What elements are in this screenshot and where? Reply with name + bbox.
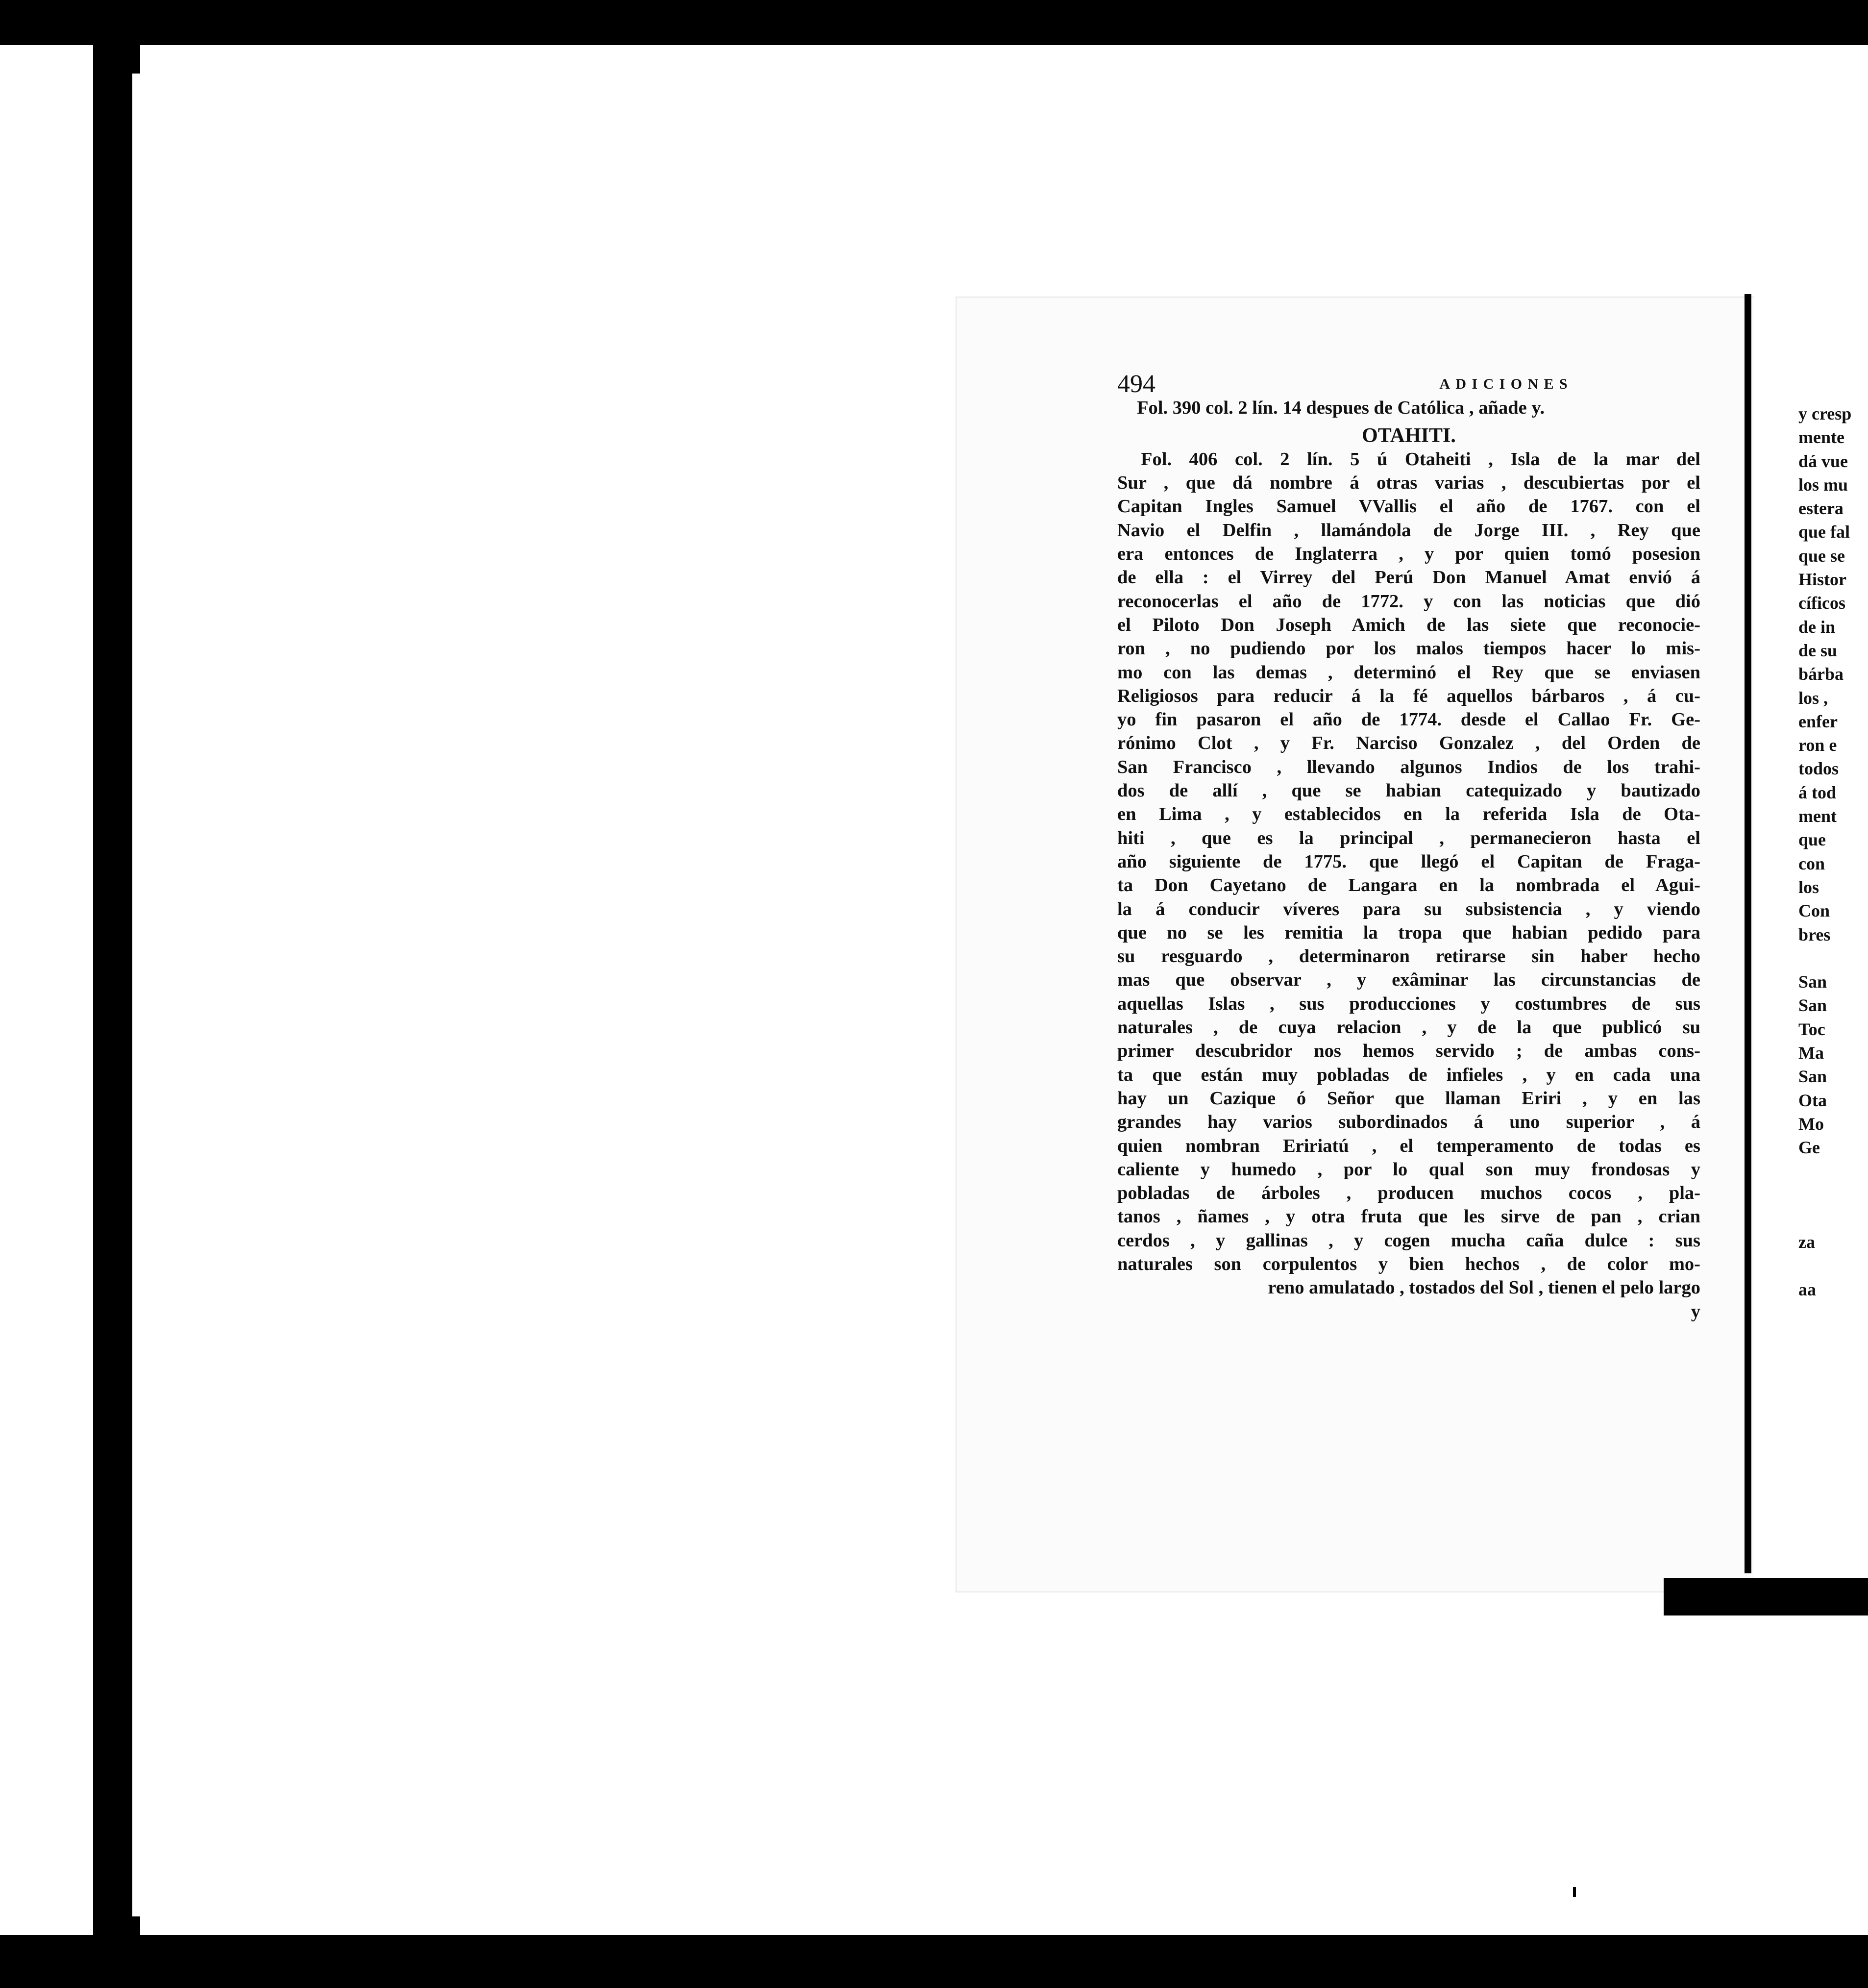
folio-reference: Fol. 390 col. 2 lín. 14 despues de Católica , añade y.	[1137, 398, 1545, 419]
fragment-line: Toc	[1798, 1019, 1825, 1039]
fragment-line: todos	[1798, 759, 1839, 779]
fragment-line: los mu	[1798, 474, 1848, 495]
fragment-line	[1798, 1183, 1868, 1207]
film-speck	[1573, 1887, 1576, 1897]
text-line: grandes hay varios subordinados á uno superior , á	[1117, 1112, 1700, 1133]
text-line: quien nombran Eririatú , el temperamento de todas es	[1117, 1135, 1700, 1156]
text-line: ta Don Cayetano de Langara en la nombrada el Agui-	[1117, 875, 1700, 896]
text-line: yo fin pasaron el año de 1774. desde el Callao Fr. Ge-	[1117, 709, 1700, 730]
text-line: tanos , ñames , y otra fruta que les sirve de pan , crian	[1117, 1206, 1700, 1227]
fragment-line: dá vue	[1798, 451, 1848, 471]
text-line: San Francisco , llevando algunos Indios de los trahi-	[1117, 756, 1700, 777]
fragment-line	[1798, 946, 1868, 970]
text-line: de ella : el Virrey del Perú Don Manuel Amat envió á	[1117, 567, 1700, 588]
fragment-line: Con	[1798, 901, 1830, 921]
fragment-line: Ge	[1798, 1138, 1820, 1158]
text-line: hiti , que es la principal , permanecieron hasta el	[1117, 827, 1700, 848]
fragment-line: con	[1798, 853, 1825, 873]
fragment-line: de in	[1798, 617, 1836, 637]
text-line: caliente y humedo , por lo qual son muy frondosas y	[1117, 1159, 1700, 1180]
text-line: Fol. 406 col. 2 lín. 5 ú Otaheiti , Isla de la mar del	[1141, 448, 1700, 470]
running-head: ADICIONES	[1439, 376, 1573, 392]
fragment-line: ment	[1798, 806, 1837, 826]
fragment-line: que	[1798, 830, 1826, 850]
catchword: y	[1691, 1301, 1700, 1322]
text-line: primer descubridor nos hemos servido ; de ambas cons-	[1117, 1041, 1700, 1062]
page-edge-shadow	[1664, 1578, 1868, 1615]
fragment-line: San	[1798, 995, 1827, 1016]
fragment-line: Histor	[1798, 570, 1846, 590]
fragment-line: estera	[1798, 498, 1843, 519]
fragment-line: aa	[1798, 1279, 1816, 1299]
fragment-line: San	[1798, 1067, 1827, 1087]
facing-page-fragment	[1798, 402, 1868, 1301]
fragment-line: y cresp	[1798, 404, 1852, 423]
section-title: OTAHITI.	[1362, 424, 1456, 447]
text-line: hay un Cazique ó Señor que llaman Eriri , y en las	[1117, 1088, 1700, 1109]
text-line: el Piloto Don Joseph Amich de las siete que reconocie-	[1117, 614, 1700, 635]
fragment-line: que fal	[1798, 522, 1850, 542]
text-line: Sur , que dá nombre á otras varias , descubiertas por el	[1117, 472, 1700, 494]
fragment-line: enfer	[1798, 711, 1838, 731]
text-line: mas que observar , y exâminar las circunstancias de	[1117, 969, 1700, 991]
fragment-line	[1798, 1254, 1868, 1278]
text-line: ron , no pudiendo por los malos tiempos hacer lo mis-	[1117, 638, 1700, 659]
fragment-line: bres	[1798, 924, 1831, 944]
text-line: mo con las demas , determinó el Rey que se enviasen	[1117, 662, 1700, 683]
text-line: ta que están muy pobladas de infieles , y en cada una	[1117, 1064, 1700, 1085]
fragment-line: de su	[1798, 640, 1838, 660]
film-left-margin	[0, 45, 93, 1937]
fragment-line: za	[1798, 1232, 1815, 1252]
fragment-line: Ota	[1798, 1090, 1827, 1110]
fragment-line	[1798, 1160, 1868, 1183]
fragment-line: los	[1798, 877, 1819, 897]
text-line: Navio el Delfin , llamándola de Jorge III. , Rey que	[1117, 520, 1700, 541]
text-line: reno amulatado , tostados del Sol , tienen el pelo largo	[1268, 1277, 1700, 1298]
text-line: cerdos , y gallinas , y cogen mucha caña dulce : sus	[1117, 1230, 1700, 1251]
page-text-block	[1117, 370, 1700, 1323]
text-line: aquellas Islas , sus producciones y costumbres de sus	[1117, 993, 1700, 1014]
fragment-line	[1798, 1207, 1868, 1230]
text-line: la á conducir víveres para su subsistencia , y viendo	[1117, 898, 1700, 919]
fragment-line: los ,	[1798, 688, 1828, 708]
text-line: que no se les remitia la tropa que habian pedido para	[1117, 922, 1700, 943]
fragment-line: que se	[1798, 546, 1845, 566]
fragment-line: bárba	[1798, 664, 1844, 684]
film-frame-top	[0, 0, 1868, 45]
book-gutter-line	[1745, 294, 1751, 1573]
fragment-line: San	[1798, 972, 1827, 992]
fragment-line: cíficos	[1798, 593, 1845, 613]
page-number: 494	[1117, 370, 1155, 398]
fragment-line: ron e	[1798, 735, 1837, 755]
text-line: pobladas de árboles , producen muchos cocos , pla-	[1117, 1183, 1700, 1204]
text-line: reconocerlas el año de 1772. y con las noticias que dió	[1117, 591, 1700, 612]
text-line: rónimo Clot , y Fr. Narciso Gonzalez , del Orden de	[1117, 733, 1700, 754]
text-line: era entonces de Inglaterra , y por quien tomó posesion	[1117, 544, 1700, 565]
page-header	[1117, 370, 1700, 398]
fragment-line: Mo	[1798, 1114, 1824, 1134]
text-line: naturales son corpulentos y bien hechos , de color mo-	[1117, 1253, 1700, 1274]
film-frame-left-gap	[132, 74, 146, 1916]
fragment-line: mente	[1798, 427, 1844, 447]
text-line: naturales , de cuya relacion , y de la que publicó su	[1117, 1017, 1700, 1038]
film-frame-bottom	[0, 1935, 1868, 1988]
fragment-line: á tod	[1798, 782, 1837, 802]
text-line: Capitan Ingles Samuel VVallis el año de 1767. con el	[1117, 496, 1700, 517]
text-line: su resguardo , determinaron retirarse sin haber hecho	[1117, 946, 1700, 967]
text-line: Religiosos para reducir á la fé aquellos bárbaros , á cu-	[1117, 685, 1700, 706]
text-line: dos de allí , que se habian catequizado y bautizado	[1117, 780, 1700, 801]
text-line: año siguiente de 1775. que llegó el Capitan de Fraga-	[1117, 851, 1700, 872]
text-line: en Lima , y establecidos en la referida Isla de Ota-	[1117, 804, 1700, 825]
body-paragraph	[1117, 447, 1700, 1300]
fragment-line: Ma	[1798, 1043, 1824, 1063]
